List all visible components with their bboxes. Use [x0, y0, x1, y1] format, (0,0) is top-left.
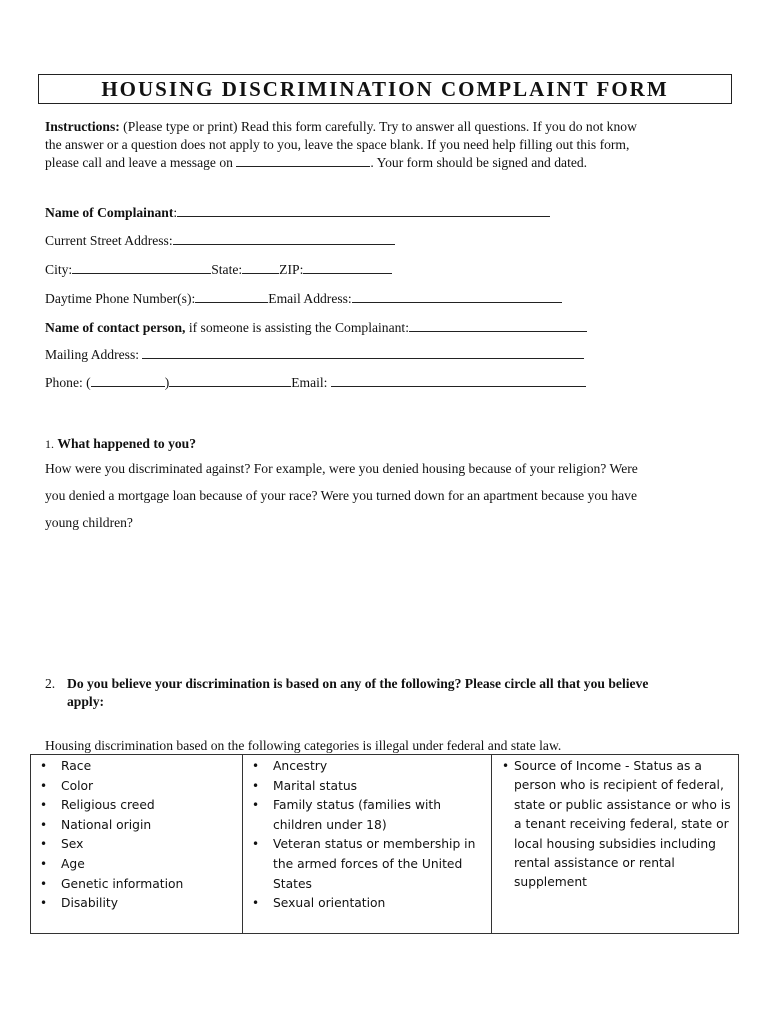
category-item[interactable]: [35, 816, 238, 836]
contact-person-desc: if someone is assisting the Complainant:: [185, 320, 409, 335]
categories-column-1: [31, 755, 243, 934]
mailing-address-label: Mailing Address:: [45, 347, 143, 362]
category-item[interactable]: [35, 777, 238, 797]
category-item[interactable]: [247, 796, 487, 835]
category-label: Disability: [61, 896, 118, 911]
category-item[interactable]: [247, 757, 487, 777]
daytime-phone-label: Daytime Phone Number(s):: [45, 291, 196, 306]
contact-phone-label: Phone: (: [45, 375, 91, 390]
complainant-name-row: [45, 204, 550, 221]
street-address-field[interactable]: [173, 232, 395, 245]
instructions: [45, 118, 725, 172]
instructions-line3a: please call and leave a message on: [45, 155, 237, 170]
question-1-heading: What happened to you?: [57, 436, 197, 451]
category-label: Color: [61, 778, 94, 793]
category-label: Family status (families with children under 18): [273, 798, 442, 832]
bullet-icon: •: [252, 798, 260, 813]
daytime-phone-field[interactable]: [195, 290, 268, 303]
phone-number-blank: [236, 154, 370, 167]
area-code-field[interactable]: [91, 374, 165, 387]
contact-email-label: Email:: [291, 375, 331, 390]
bullet-icon: •: [40, 837, 48, 852]
question-1-line2: you denied a mortgage loan because of your race? Were you turned down for an apartment because you have: [45, 488, 638, 503]
category-label: Ancestry: [273, 759, 328, 773]
category-label: Sexual orientation: [273, 896, 386, 911]
category-item[interactable]: [247, 835, 487, 894]
categories-table: [30, 754, 739, 934]
city-label: City:: [45, 262, 73, 277]
question-2-number: 2.: [45, 676, 56, 691]
bullet-icon: •: [40, 798, 48, 813]
state-field[interactable]: [242, 261, 279, 274]
category-label: Veteran status or membership in the armed forces of the United States: [273, 837, 476, 891]
bullet-icon: •: [252, 778, 260, 793]
category-label: Sex: [61, 837, 84, 852]
zip-label: ZIP:: [279, 262, 304, 277]
instructions-line2: the answer or a question does not apply to you, leave the space blank. If you need help filling out this form,: [45, 137, 630, 152]
category-item[interactable]: [35, 757, 238, 777]
city-field[interactable]: [72, 261, 211, 274]
bullet-icon: •: [40, 759, 48, 773]
category-item[interactable]: [35, 894, 238, 914]
bullet-icon: •: [252, 896, 260, 911]
street-address-row: [45, 232, 395, 249]
city-state-zip-row: [45, 261, 392, 278]
complainant-name-label: Name of Complainant: [45, 205, 174, 220]
complainant-name-field[interactable]: [177, 204, 550, 217]
category-label: Source of Income - Status as a person who is recipient of federal, state or public assistance or who is a tenant receiving federal, state or local housing subsidies including rental assistance or rental supplement: [514, 759, 731, 890]
instructions-line3b: . Your form should be signed and dated.: [370, 155, 588, 170]
categories-column-2: [243, 755, 492, 934]
category-item[interactable]: [496, 757, 734, 893]
question-2-line2: apply:: [67, 694, 105, 709]
contact-person-field[interactable]: [409, 319, 587, 332]
contact-phone-email-row: [45, 374, 586, 391]
category-item[interactable]: [247, 894, 487, 914]
category-item[interactable]: [35, 796, 238, 816]
category-label: Genetic information: [61, 876, 184, 891]
category-label: National origin: [61, 817, 152, 832]
contact-phone-field[interactable]: [169, 374, 291, 387]
phone-email-row: [45, 290, 562, 307]
email-field[interactable]: [352, 290, 562, 303]
form-title: HOUSING DISCRIMINATION COMPLAINT FORM: [38, 74, 732, 104]
bullet-icon: •: [40, 817, 48, 832]
zip-field[interactable]: [303, 261, 392, 274]
mailing-address-row: [45, 346, 584, 363]
state-label: State:: [211, 262, 243, 277]
contact-email-field[interactable]: [331, 374, 586, 387]
question-2-line1: Do you believe your discrimination is based on any of the following? Please circle all that you believe: [67, 676, 649, 691]
question-1-title: [45, 436, 196, 452]
bullet-icon: •: [40, 856, 48, 871]
bullet-icon: •: [502, 759, 510, 773]
bullet-icon: •: [40, 896, 48, 911]
category-label: Age: [61, 856, 85, 871]
instructions-line1: (Please type or print) Read this form carefully. Try to answer all questions. If you do not know: [119, 119, 637, 134]
question-1-line3: young children?: [45, 515, 133, 530]
legal-note: Housing discrimination based on the following categories is illegal under federal and state law.: [45, 738, 562, 753]
question-2: [45, 675, 725, 711]
paren: ): [164, 375, 170, 390]
category-item[interactable]: [35, 855, 238, 875]
colon: :: [173, 205, 178, 220]
bullet-icon: •: [40, 778, 48, 793]
question-1-number: 1.: [45, 437, 54, 451]
bullet-icon: •: [40, 876, 48, 891]
instructions-label: Instructions:: [45, 119, 120, 134]
category-item[interactable]: [247, 777, 487, 797]
contact-person-row: [45, 319, 587, 336]
bullet-icon: •: [252, 759, 260, 773]
category-item[interactable]: [35, 835, 238, 855]
question-1-line1: How were you discriminated against? For example, were you denied housing because of your religion? Were: [45, 461, 638, 476]
category-item[interactable]: [35, 875, 238, 895]
category-label: Religious creed: [61, 798, 155, 813]
category-label: Race: [61, 759, 92, 773]
category-label: Marital status: [273, 778, 358, 793]
bullet-icon: •: [252, 837, 260, 852]
email-label: Email Address:: [268, 291, 352, 306]
contact-person-label: Name of contact person,: [45, 320, 186, 335]
mailing-address-field[interactable]: [142, 346, 584, 359]
categories-column-3: [492, 755, 739, 934]
street-address-label: Current Street Address:: [45, 233, 173, 248]
